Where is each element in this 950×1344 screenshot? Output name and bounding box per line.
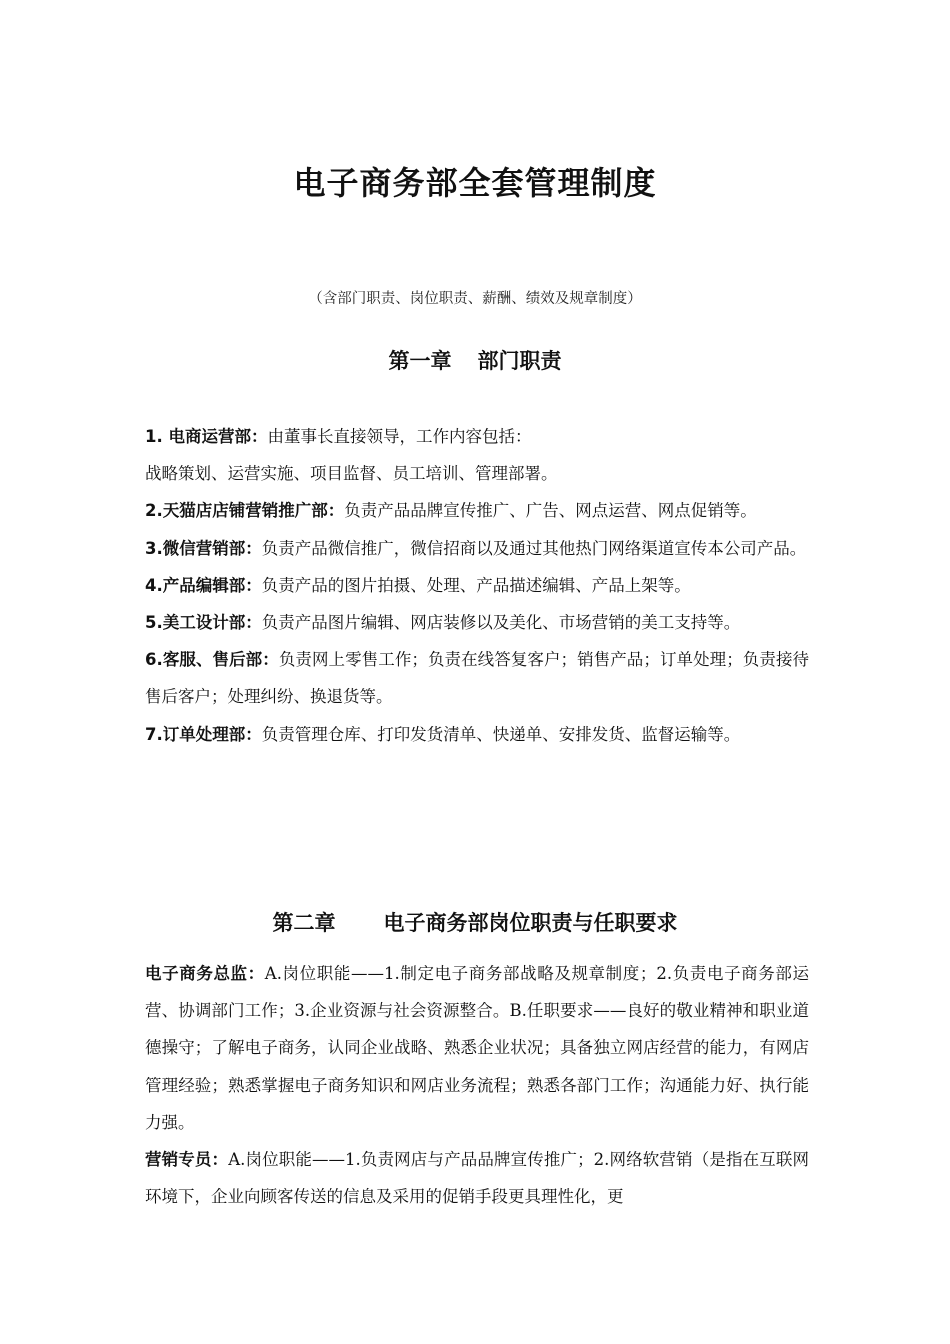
chapter-2-number: 第二章 [272, 911, 336, 935]
dept-item [145, 641, 809, 715]
dept-item [145, 567, 809, 604]
dept-item-text: 负责网上零售工作；负责在线答复客户；销售产品；订单处理；负责接待售后客户；处理纠纷、换退货等。 [145, 650, 810, 707]
document-subtitle: （含部门职责、岗位职责、薪酬、绩效及规章制度） [308, 291, 642, 307]
chapter-2-heading [0, 907, 950, 937]
dept-item-text: 由董事长直接领导，工作内容包括： [267, 427, 532, 446]
role-item-label: 电子商务总监： [145, 964, 265, 983]
chapter-2-body [145, 955, 809, 1215]
dept-item-label: 3.微信营销部： [145, 538, 262, 558]
dept-item [145, 604, 809, 641]
dept-item-text: 战略策划、运营实施、项目监督、员工培训、管理部署。 [145, 464, 558, 484]
dept-item-label: 2.天猫店店铺营销推广部： [145, 501, 345, 521]
dept-item-text: 负责产品微信推广，微信招商以及通过其他热门网络渠道宣传本公司产品。 [261, 538, 807, 558]
role-item-label: 营销专员： [145, 1150, 229, 1170]
dept-item-label: 7.订单处理部： [145, 724, 262, 744]
dept-item [145, 530, 809, 567]
chapter-1-heading [0, 345, 950, 375]
chapter-1-number: 第一章 [388, 349, 452, 373]
role-item [145, 955, 809, 1141]
dept-item-text: 负责产品图片编辑、网店装修以及美化、市场营销的美工支持等。 [261, 613, 741, 633]
dept-item-text: 负责产品品牌宣传推广、广告、网点运营、网点促销等。 [344, 501, 757, 521]
dept-item-text: 负责管理仓库、打印发货清单、快递单、安排发货、监督运输等。 [261, 724, 741, 744]
chapter-1-name: 部门职责 [477, 349, 562, 373]
chapter-1-body [145, 418, 809, 753]
dept-item-label: 6.客服、售后部： [145, 650, 279, 670]
role-item-text: A.岗位职能——1.制定电子商务部战略及规章制度；2.负责电子商务部运营、协调部门工作；3.企业资源与社会资源整合。B.任职要求——良好的敬业精神和职业道德操守；了解电子商务，认同企业战略、熟悉企业状况；具备独立网店经营的能力，有网店管理经验；熟悉掌握电子商务知识和网店业务流程；熟悉各部门工作；沟通能力好、执行能力强。 [145, 964, 810, 1132]
dept-item [145, 418, 809, 455]
chapter-2-name: 电子商务部岗位职责与任职要求 [383, 911, 678, 935]
dept-item-text: 负责产品的图片拍摄、处理、产品描述编辑、产品上架等。 [261, 575, 691, 595]
role-item-text: A.岗位职能——1.负责网店与产品品牌宣传推广；2.网络软营销（是指在互联网环境下，企业向顾客传送的信息及采用的促销手段更具理性化，更 [145, 1150, 810, 1207]
role-item [145, 1141, 809, 1215]
dept-item [145, 492, 809, 529]
dept-item-label: 4.产品编辑部： [145, 575, 262, 595]
dept-item-label: 5.美工设计部： [145, 613, 262, 633]
document-title: 电子商务部全套管理制度 [293, 164, 657, 202]
dept-item [145, 455, 809, 492]
dept-item [145, 716, 809, 753]
dept-item-label: 1. 电商运营部： [145, 427, 268, 446]
